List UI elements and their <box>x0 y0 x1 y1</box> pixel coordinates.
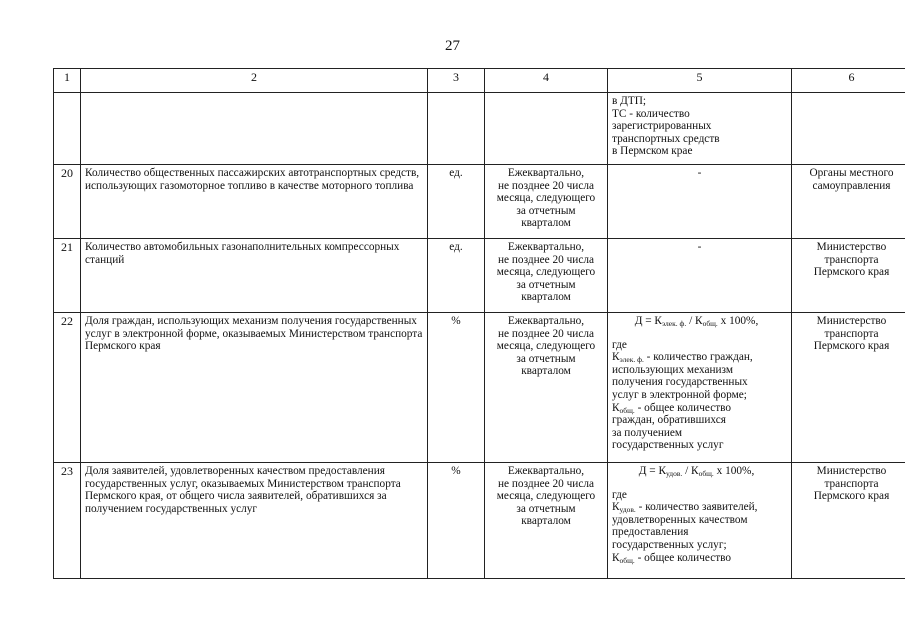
formula-cell <box>608 463 792 579</box>
column-header: 1 <box>54 69 81 93</box>
responsible-line: транспорта <box>824 253 879 266</box>
formula-line: государственных услуг; <box>612 538 727 551</box>
formula-line: транспортных средств <box>612 132 720 145</box>
cell-empty <box>792 93 905 165</box>
period-line: Ежеквартально, <box>507 465 585 477</box>
formula-dash: - <box>697 241 702 253</box>
unit-cell: ед. <box>428 165 485 239</box>
column-header: 6 <box>792 69 905 93</box>
responsible-line: самоуправления <box>812 179 891 192</box>
formula-line: граждан, обратившихся <box>612 414 726 427</box>
table-row <box>54 313 905 463</box>
formula-line: получения государственных <box>612 376 748 389</box>
formula-line: в Пермском крае <box>612 145 693 158</box>
period-line: кварталом <box>521 365 571 378</box>
period-line: не позднее 20 числа <box>498 477 594 490</box>
responsible-line: Министерство <box>816 315 887 327</box>
formula-line: услуг в электронной форме; <box>612 388 747 401</box>
page-number: 27 <box>445 38 460 54</box>
period-line: месяца, следующего <box>496 490 596 503</box>
responsible-line: Министерство <box>816 241 887 253</box>
period-line: кварталом <box>521 217 571 230</box>
table-row <box>54 463 905 579</box>
indicators-table <box>53 68 905 579</box>
column-header: 3 <box>428 69 485 93</box>
row-number: 22 <box>54 313 81 463</box>
formula-line: предоставления <box>612 526 689 539</box>
period-line: за отчетным <box>516 352 576 365</box>
cell-empty <box>485 93 608 165</box>
unit-cell: % <box>428 463 485 579</box>
period-line: не позднее 20 числа <box>498 253 594 266</box>
period-cell <box>485 463 608 579</box>
row-number: 20 <box>54 165 81 239</box>
indicator-name: Количество общественных пассажирских автотранспортных средств, использующих газомоторное топливо в качестве моторного топлива <box>81 165 428 239</box>
responsible-line: Министерство <box>816 465 887 477</box>
row-number: 23 <box>54 463 81 579</box>
formula-term: $К_{элек. ф.}$ - количество граждан, <box>612 351 753 365</box>
period-line: месяца, следующего <box>496 340 596 353</box>
period-line: за отчетным <box>516 278 576 291</box>
table-row-continued <box>54 93 905 165</box>
responsible-cell <box>792 165 905 239</box>
responsible-cell <box>792 463 905 579</box>
table-row <box>54 165 905 239</box>
formula-line: за получением <box>612 426 683 439</box>
table-header-row <box>54 69 905 93</box>
period-line: месяца, следующего <box>496 192 596 205</box>
formula-line: зарегистрированных <box>612 120 712 133</box>
indicator-name: Доля граждан, использующих механизм получения государственных услуг в электронной форме, оказываемых Министерством транспорта Пермского края <box>81 313 428 463</box>
period-line: месяца, следующего <box>496 266 596 279</box>
responsible-line: Органы местного <box>809 167 894 179</box>
responsible-line: Пермского края <box>813 340 890 353</box>
table-row <box>54 239 905 313</box>
formula-cell <box>608 93 792 165</box>
cell-empty <box>428 93 485 165</box>
period-cell <box>485 165 608 239</box>
period-line: Ежеквартально, <box>507 315 585 327</box>
formula-line: государственных услуг <box>612 439 724 452</box>
formula-line: удовлетворенных качеством <box>612 513 748 526</box>
formula-line: в ДТП; <box>612 95 647 107</box>
column-header: 2 <box>81 69 428 93</box>
formula-line: использующих механизм <box>612 363 733 376</box>
responsible-cell <box>792 239 905 313</box>
period-line: Ежеквартально, <box>507 167 585 179</box>
period-line: кварталом <box>521 515 571 528</box>
indicator-name: Доля заявителей, удовлетворенных качеством предоставления государственных услуг, оказываемых Министерством транспорта Пермского края, от общего числа заявителей, обратившихся за получением государственных услуг <box>81 463 428 579</box>
responsible-line: транспорта <box>824 327 879 340</box>
row-number: 21 <box>54 239 81 313</box>
indicator-name: Количество автомобильных газонаполнительных компрессорных станций <box>81 239 428 313</box>
formula-dash: - <box>697 167 702 179</box>
formula-expression: $Д = К_{удов.} / К_{общ.}$ х 100%, <box>638 465 755 478</box>
period-line: Ежеквартально, <box>507 241 585 253</box>
column-header: 4 <box>485 69 608 93</box>
period-line: кварталом <box>521 291 571 304</box>
formula-cell <box>608 239 792 313</box>
formula-where: где <box>612 338 627 351</box>
responsible-cell <box>792 313 905 463</box>
period-line: за отчетным <box>516 502 576 515</box>
formula-term: $К_{общ.}$ - общее количество <box>612 551 732 565</box>
cell-empty <box>81 93 428 165</box>
period-cell <box>485 239 608 313</box>
unit-cell: % <box>428 313 485 463</box>
period-line: не позднее 20 числа <box>498 327 594 340</box>
formula-term: $К_{общ.}$ - общее количество <box>612 401 732 415</box>
cell-empty <box>54 93 81 165</box>
formula-where: где <box>612 488 627 501</box>
responsible-line: транспорта <box>824 477 879 490</box>
responsible-line: Пермского края <box>813 490 890 503</box>
responsible-line: Пермского края <box>813 266 890 279</box>
column-header: 5 <box>608 69 792 93</box>
period-line: за отчетным <box>516 204 576 217</box>
period-line: не позднее 20 числа <box>498 179 594 192</box>
formula-cell <box>608 313 792 463</box>
formula-term: $К_{удов.}$ - количество заявителей, <box>612 501 758 515</box>
unit-cell: ед. <box>428 239 485 313</box>
period-cell <box>485 313 608 463</box>
formula-line: ТС - количество <box>612 107 690 120</box>
formula-cell <box>608 165 792 239</box>
formula-expression: $Д = К_{элек. ф.} / К_{общ.}$ х 100%, <box>634 315 759 328</box>
